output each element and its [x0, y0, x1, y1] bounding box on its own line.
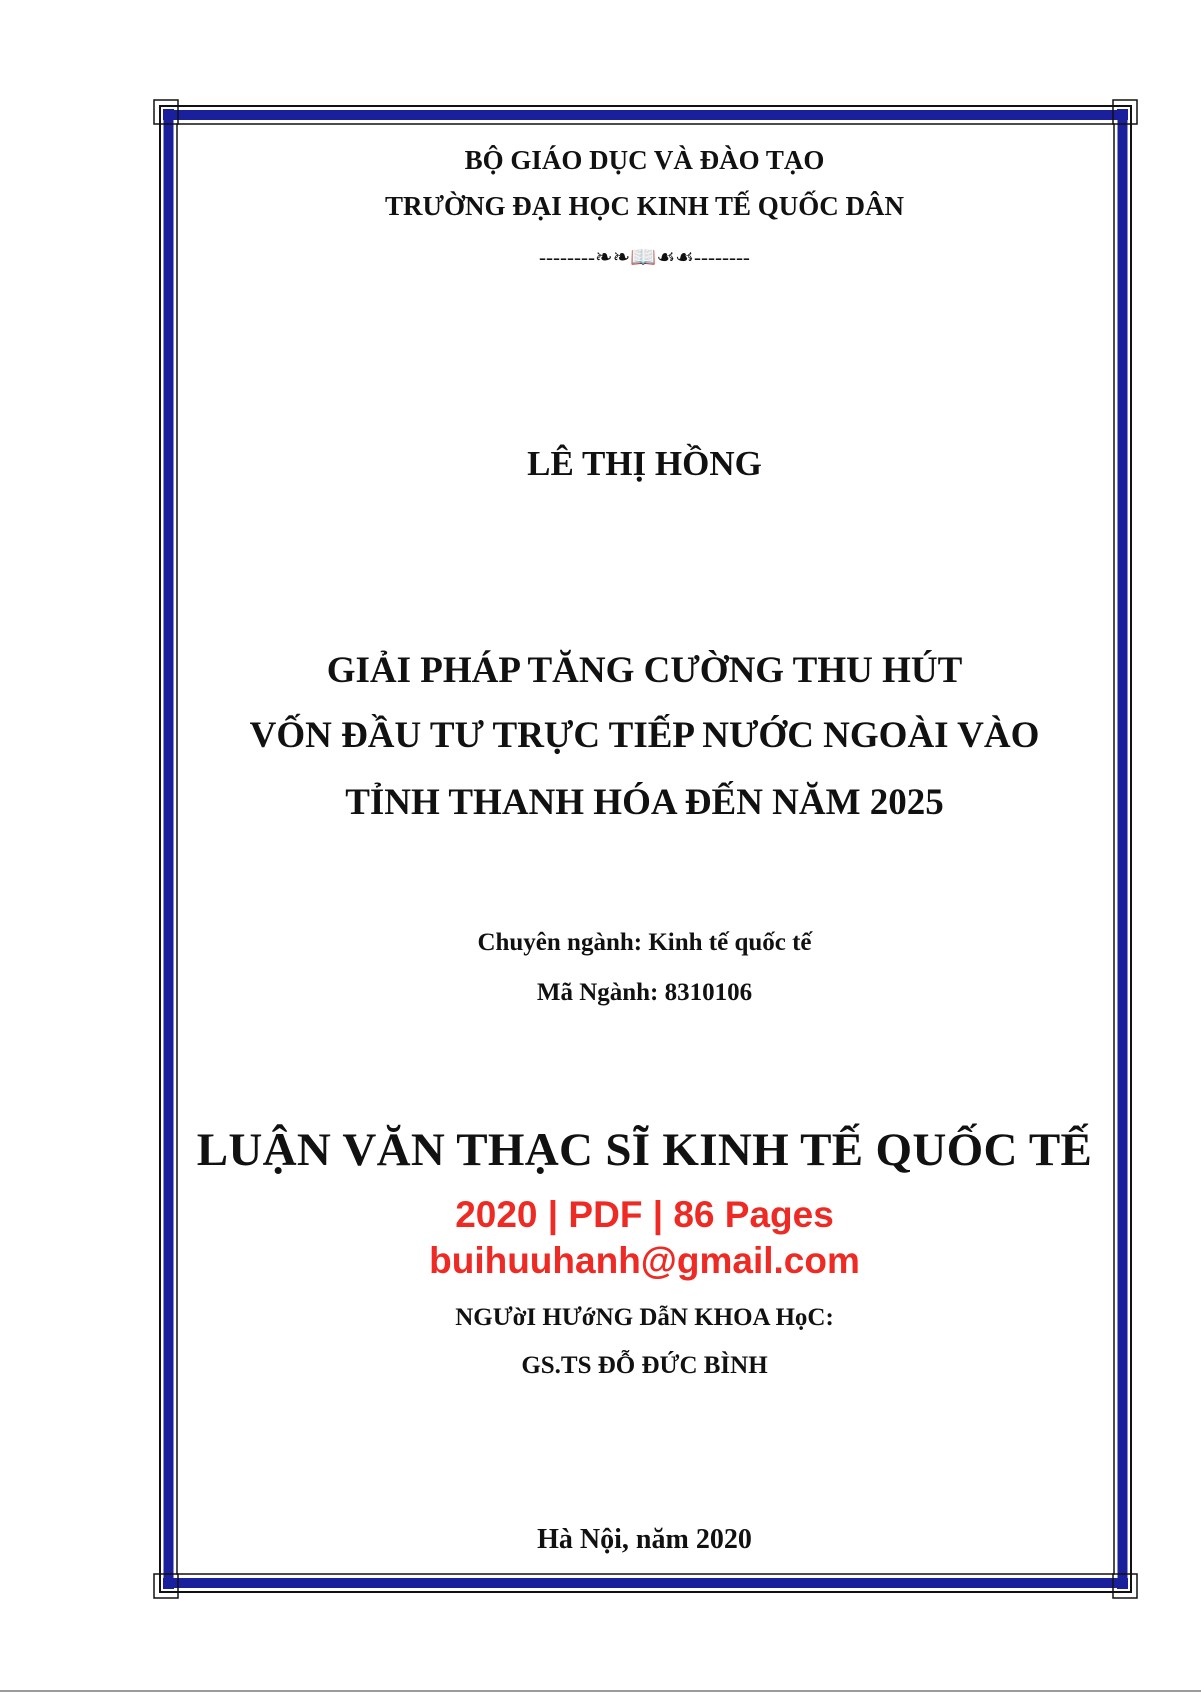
author-name: LÊ THỊ HỒNG — [527, 444, 762, 483]
ornament-divider: --------❧❧📖☙☙-------- — [539, 245, 750, 269]
watermark-email: buihuuhanh@gmail.com — [429, 1240, 860, 1281]
supervisor-label: NGƯờI HƯớNG DẫN KHOA HọC: — [455, 1304, 834, 1331]
thesis-title-line: VỐN ĐẦU TƯ TRỰC TIẾP NƯỚC NGOÀI VÀO — [249, 715, 1040, 756]
supervisor-name: GS.TS ĐỖ ĐỨC BÌNH — [521, 1352, 768, 1379]
university-name: TRƯỜNG ĐẠI HỌC KINH TẾ QUỐC DÂN — [384, 191, 905, 221]
page-bottom-rule — [0, 1690, 1201, 1692]
watermark-file-info: 2020 | PDF | 86 Pages — [455, 1194, 834, 1235]
thesis-title-line: TỈNH THANH HÓA ĐẾN NĂM 2025 — [345, 782, 944, 823]
place-and-year: Hà Nội, năm 2020 — [537, 1524, 752, 1555]
ministry-name: BỘ GIÁO DỤC VÀ ĐÀO TẠO — [464, 145, 825, 175]
thesis-title-line: GIẢI PHÁP TĂNG CƯỜNG THU HÚT — [326, 650, 963, 691]
major-code: Mã Ngành: 8310106 — [536, 979, 753, 1006]
major-field: Chuyên ngành: Kinh tế quốc tế — [477, 929, 812, 956]
degree-title: LUẬN VĂN THẠC SĨ KINH TẾ QUỐC TẾ — [196, 1124, 1093, 1176]
